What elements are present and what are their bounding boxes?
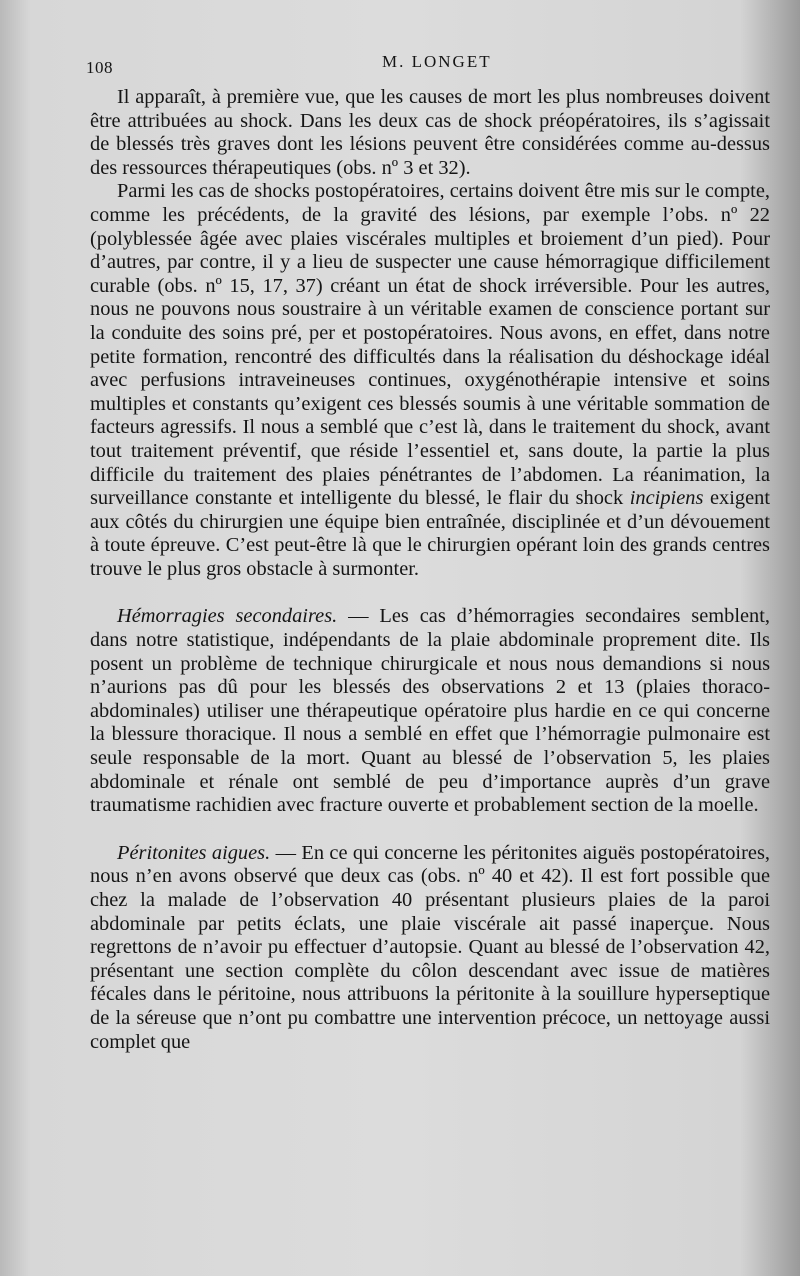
- paragraph-text: exigent aux côtés du chirurgien une équipe bien entraînée, disciplinée et d’un dévouement à toute épreuve. C’est peut-être là que le chirurgien opérant loin des grands centres trouve le plus gros obstacle à surmonter.: [90, 487, 770, 580]
- section-text: — Les cas d’hémorragies secondaires semblent, dans notre statistique, indépendants de la plaie abdominale proprement dite. Ils posent un problème de technique chirurgicale et nous nous demandions si nous n’aurions pas dû pour les blessés des observations 2 et 13 (plaies thoraco-abdominales) utiliser une thérapeutique opératoire plus hardie en ce qui concerne la blessure thoracique. Il nous a semblé en effet que l’hémorragie pulmonaire est seule responsable de la mort. Quant au blessé de l’observation 5, les plaies abdominale et rénale ont semblé de peu d’importance auprès d’un grave traumatisme rachidien avec fracture ouverte et probablement section de la moelle.: [90, 605, 771, 817]
- paragraph-shock-postoperative: [90, 180, 770, 581]
- italic-term: incipiens: [629, 487, 704, 510]
- paragraph-text: Parmi les cas de shocks postopératoires, certains doivent être mis sur le compte, comme les précédents, de la gravité des lésions, par exemple l’obs. nº 22 (polyblessée âgée avec plaies viscérales multiples et broiement d’un pied). Pour d’autres, par contre, il y a lieu de suspecter une cause hémorragique difficilement curable (obs. nº 15, 17, 37) créant un état de shock irréversible. Pour les autres, nous ne pouvons nous soustraire à un véritable examen de conscience portant sur la conduite des soins pré, per et postopératoires. Nous avons, en effet, dans notre petite formation, rencontré des difficultés dans la réalisation du déshockage idéal avec perfusions intraveineuses continues, oxygénothérapie intensive et soins multiples et constants qu’exigent ces blessés soumis à une véritable sommation de facteurs agressifs. Il nous a semblé que c’est là, dans le traitement du shock, avant tout traitement préventif, que réside l’essentiel et, sans doute, la partie la plus difficile du traitement des plaies pénétrantes de l’abdomen. La réanimation, la surveillance constante et intelligente du blessé, le flair du shock: [90, 180, 770, 510]
- running-head: [0, 48, 800, 78]
- running-title: M. LONGET: [382, 52, 492, 71]
- section-heading: Hémorragies secondaires.: [117, 605, 338, 628]
- section-text: — En ce qui concerne les péritonites aiguës postopératoires, nous n’en avons observé que deux cas (obs. nº 40 et 42). Il est fort possible que chez la malade de l’observation 40 présentant plusieurs plaies de la paroi abdominale par petits éclats, une plaie viscérale ait passé inaperçue. Nous regrettons de n’avoir pu effectuer d’autopsie. Quant au blessé de l’observation 42, présentant une section complète du côlon descendant avec issue de matières fécales dans le péritoine, nous attribuons la péritonite à la souillure hyperseptique de la séreuse que n’ont pu combattre une intervention précoce, un nettoyage aussi complet que: [90, 841, 770, 1053]
- paragraph-shock-intro: Il apparaît, à première vue, que les causes de mort les plus nombreuses doivent être attribuées au shock. Dans les deux cas de shock préopératoires, ils s’agissait de blessés très graves dont les lésions peuvent être considérées comme au-dessus des ressources thérapeutiques (obs. nº 3 et 32).: [90, 86, 770, 179]
- page-number: 108: [86, 58, 113, 77]
- section-heading: Péritonites aigues.: [117, 841, 271, 864]
- section-peritonites: [90, 842, 770, 1054]
- section-hemorragies: [90, 605, 770, 817]
- body-text: [90, 86, 770, 1054]
